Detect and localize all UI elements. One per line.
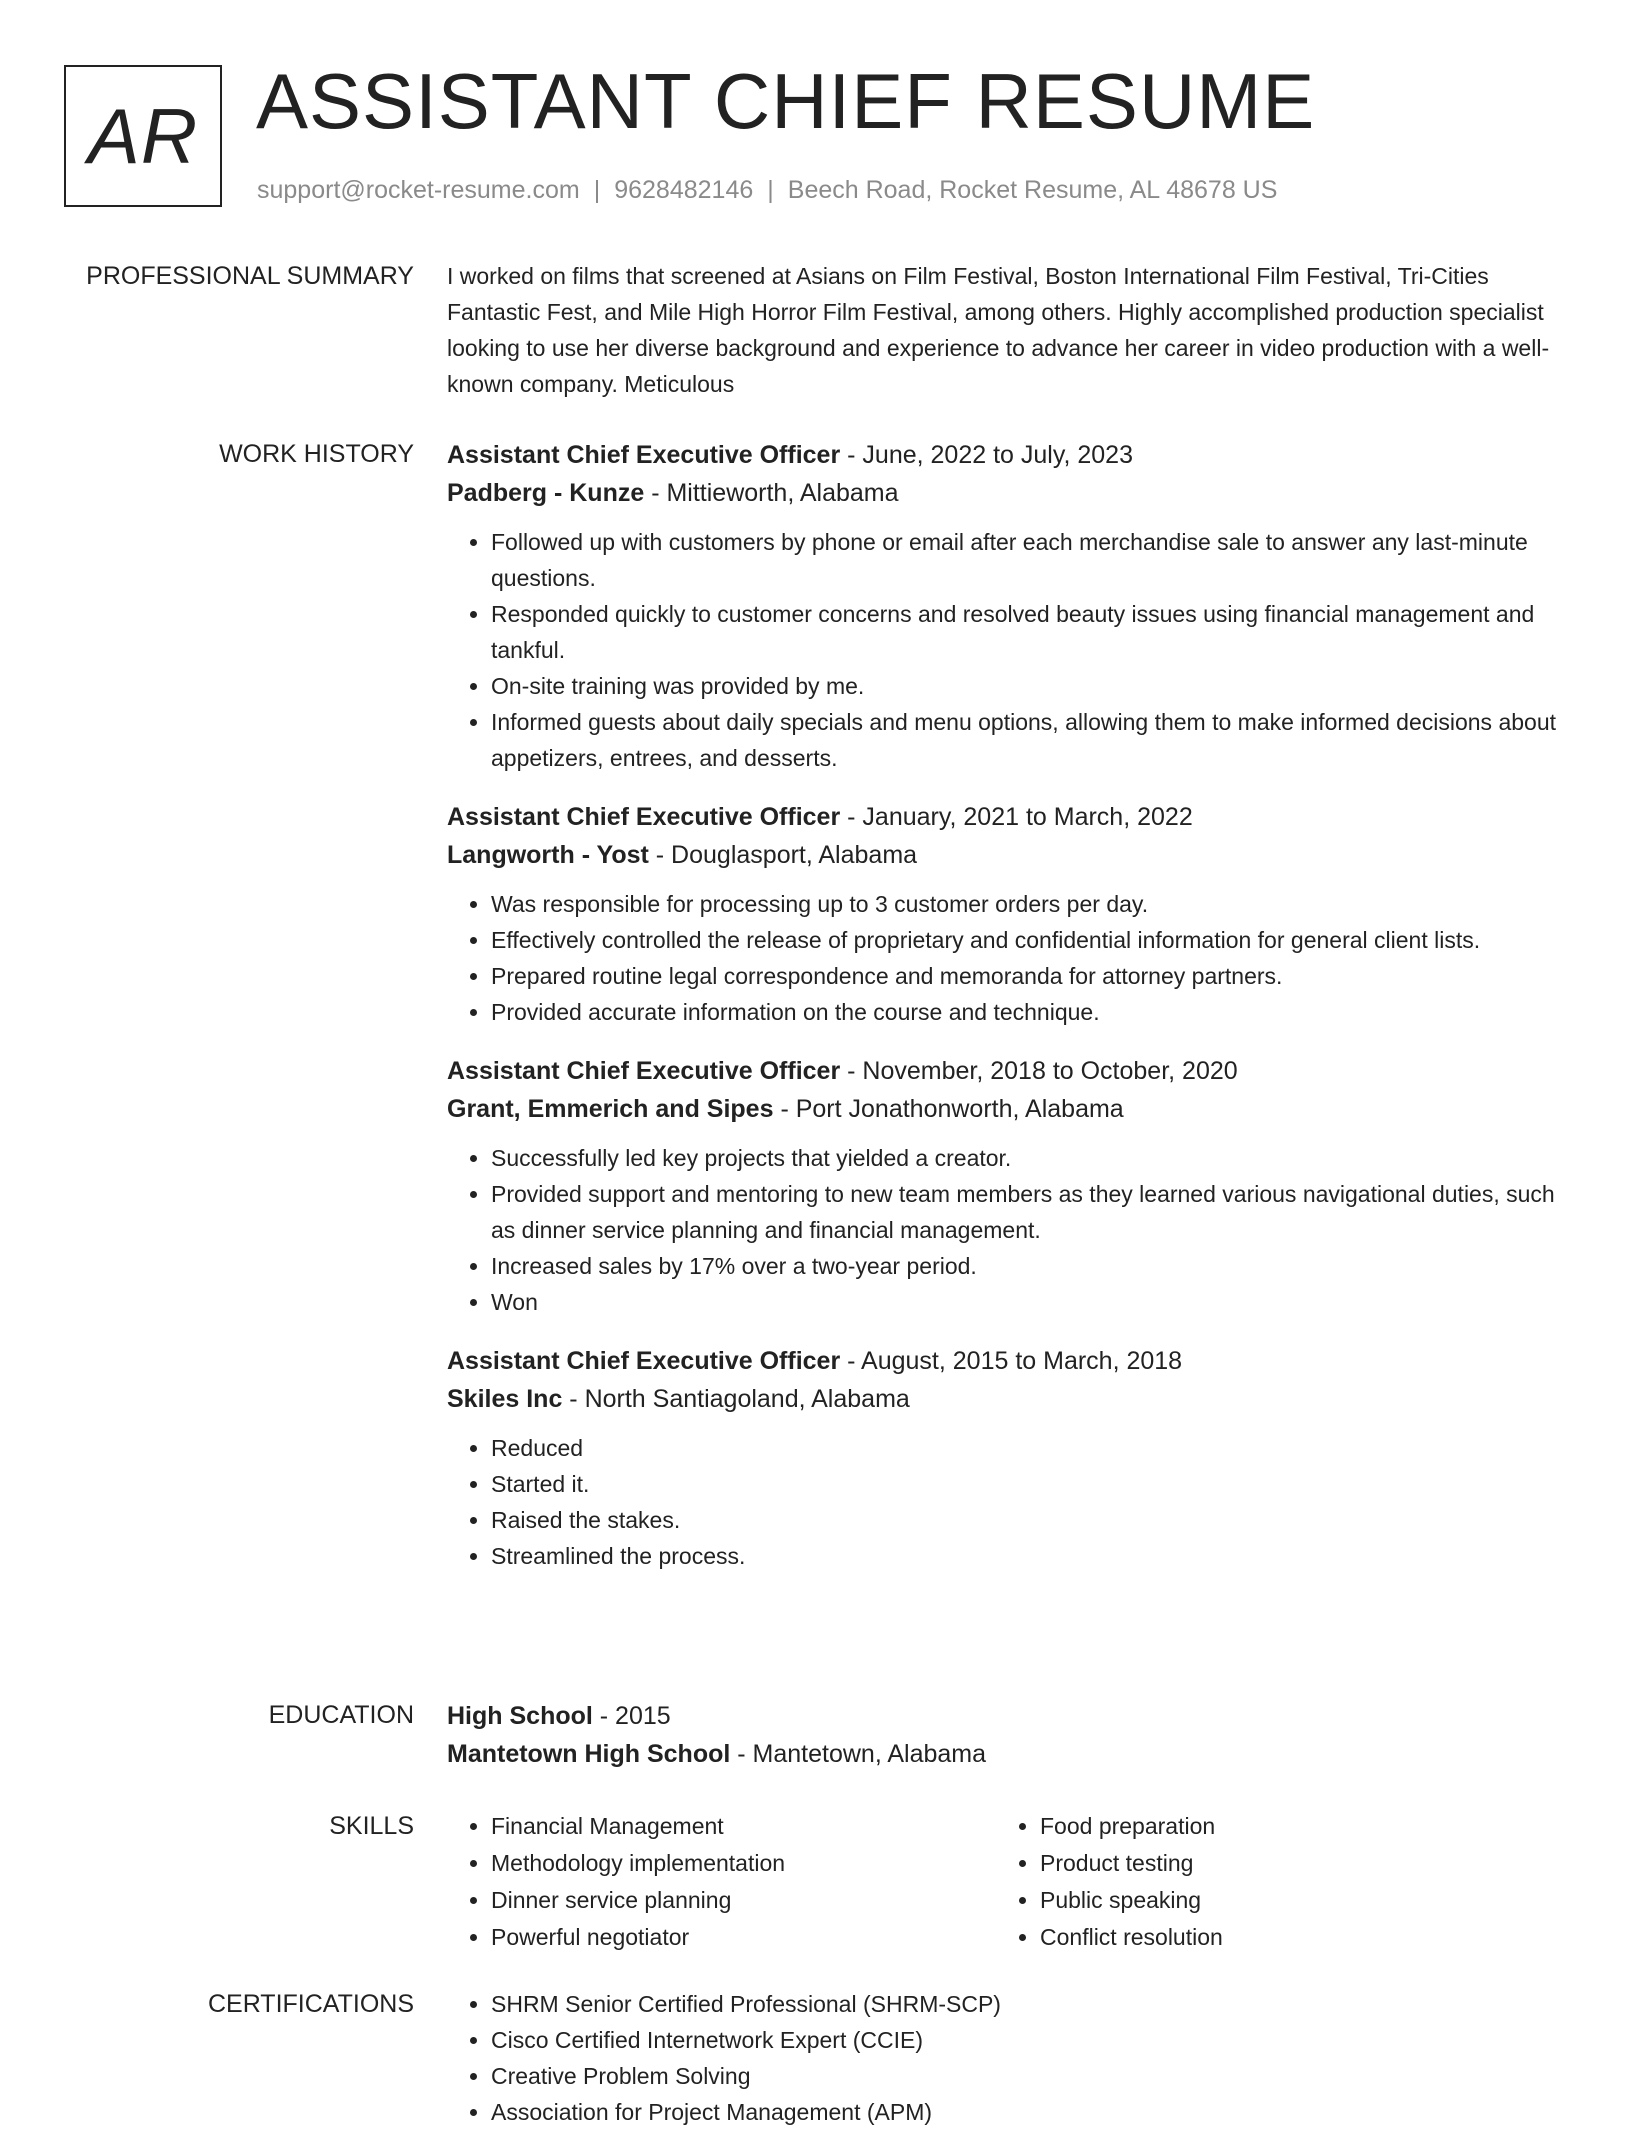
job-company: Langworth - Yost bbox=[447, 841, 649, 869]
job-dates: - June, 2022 to July, 2023 bbox=[840, 441, 1133, 469]
skill-item: • Powerful negotiator bbox=[491, 1919, 996, 1956]
job-bullet: • Prepared routine legal correspondence and memoranda for attorney partners. bbox=[491, 958, 1557, 994]
job-bullets bbox=[447, 524, 1557, 776]
job-entry bbox=[447, 1052, 1557, 1320]
job-bullets bbox=[447, 1430, 1557, 1574]
skills-list-right bbox=[996, 1808, 1545, 1956]
job-location: - Douglasport, Alabama bbox=[648, 841, 918, 869]
skill-item: • Methodology implementation bbox=[491, 1845, 996, 1882]
education-year: - 2015 bbox=[592, 1702, 671, 1730]
job-dates: - January, 2021 to March, 2022 bbox=[840, 803, 1193, 831]
job-title: Assistant Chief Executive Officer bbox=[447, 441, 841, 469]
initials-text: AR bbox=[87, 91, 199, 180]
job-dates: - August, 2015 to March, 2018 bbox=[840, 1347, 1183, 1375]
job-title: Assistant Chief Executive Officer bbox=[447, 803, 841, 831]
section-label-education: EDUCATION bbox=[268, 1701, 414, 1729]
job-entry bbox=[447, 1342, 1557, 1574]
job-entry bbox=[447, 436, 1557, 776]
contact-separator: | bbox=[767, 176, 774, 204]
certifications-list bbox=[447, 1986, 1557, 2130]
job-company-line bbox=[447, 1090, 1557, 1128]
job-title: Assistant Chief Executive Officer bbox=[447, 1347, 841, 1375]
job-title-line bbox=[447, 1052, 1557, 1090]
education-school-line bbox=[447, 1735, 1557, 1773]
education-degree: High School bbox=[447, 1702, 593, 1730]
education-degree-line bbox=[447, 1697, 1557, 1735]
job-company: Padberg - Kunze bbox=[447, 479, 645, 507]
job-bullet: • Increased sales by 17% over a two-year period. bbox=[491, 1248, 1557, 1284]
job-location: - Mittieworth, Alabama bbox=[644, 479, 899, 507]
job-company: Grant, Emmerich and Sipes bbox=[447, 1095, 774, 1123]
job-bullet: • Followed up with customers by phone or email after each merchandise sale to answer any last-minute questions. bbox=[491, 524, 1557, 596]
initials-monogram bbox=[64, 65, 222, 207]
job-bullet: • Effectively controlled the release of proprietary and confidential information for general client lists. bbox=[491, 922, 1557, 958]
certification-item: • Association for Project Management (APM) bbox=[491, 2094, 1557, 2130]
certification-item: • Cisco Certified Internetwork Expert (CCIE) bbox=[491, 2022, 1557, 2058]
job-bullet: • Successfully led key projects that yielded a creator. bbox=[491, 1140, 1557, 1176]
skill-item: • Public speaking bbox=[1040, 1882, 1545, 1919]
job-bullet: • Won bbox=[491, 1284, 1557, 1320]
job-title-line bbox=[447, 436, 1557, 474]
job-bullets bbox=[447, 886, 1557, 1030]
section-label-work-history: WORK HISTORY bbox=[219, 440, 414, 468]
certification-item: • SHRM Senior Certified Professional (SHRM-SCP) bbox=[491, 1986, 1557, 2022]
skill-item: • Food preparation bbox=[1040, 1808, 1545, 1845]
skills-list-left bbox=[447, 1808, 996, 1956]
skill-item: • Conflict resolution bbox=[1040, 1919, 1545, 1956]
education-location: - Mantetown, Alabama bbox=[730, 1740, 987, 1768]
section-label-skills: SKILLS bbox=[329, 1812, 414, 1840]
job-title-line bbox=[447, 798, 1557, 836]
job-bullet: • Was responsible for processing up to 3 customer orders per day. bbox=[491, 886, 1557, 922]
job-title-line bbox=[447, 1342, 1557, 1380]
education-school: Mantetown High School bbox=[447, 1740, 731, 1768]
job-entry bbox=[447, 798, 1557, 1030]
job-bullet: • Raised the stakes. bbox=[491, 1502, 1557, 1538]
skill-item: • Financial Management bbox=[491, 1808, 996, 1845]
job-title: Assistant Chief Executive Officer bbox=[447, 1057, 841, 1085]
contact-separator: | bbox=[593, 176, 601, 204]
certification-item: • Creative Problem Solving bbox=[491, 2058, 1557, 2094]
contact-line bbox=[257, 174, 1277, 206]
job-bullet: • Started it. bbox=[491, 1466, 1557, 1502]
job-company-line bbox=[447, 474, 1557, 512]
job-company-line bbox=[447, 1380, 1557, 1418]
resume-title: ASSISTANT CHIEF RESUME bbox=[256, 57, 1316, 145]
job-bullet: • Responded quickly to customer concerns and resolved beauty issues using financial management and tankful. bbox=[491, 596, 1557, 668]
job-bullet: • Informed guests about daily specials and menu options, allowing them to make informed decisions about appetizers, entrees, and desserts. bbox=[491, 704, 1557, 776]
summary-text: I worked on films that screened at Asians on Film Festival, Boston International Film Festival, Tri-Cities Fantastic Fest, and Mile High Horror Film Festival, among others. Highly accomplished production specialist looking to use her diverse background and experience to advance her career in video production with a well-known company. Meticulous bbox=[447, 263, 1550, 397]
skill-item: • Product testing bbox=[1040, 1845, 1545, 1882]
contact-email: support@rocket-resume.com bbox=[257, 176, 580, 204]
job-location: - North Santiagoland, Alabama bbox=[562, 1385, 910, 1413]
section-label-certifications: CERTIFICATIONS bbox=[207, 1990, 414, 2018]
job-company: Skiles Inc bbox=[447, 1385, 563, 1413]
job-bullets bbox=[447, 1140, 1557, 1320]
job-bullet: • On-site training was provided by me. bbox=[491, 668, 1557, 704]
skill-item: • Dinner service planning bbox=[491, 1882, 996, 1919]
job-bullet: • Reduced bbox=[491, 1430, 1557, 1466]
skills-columns bbox=[447, 1808, 1557, 1956]
job-bullet: • Streamlined the process. bbox=[491, 1538, 1557, 1574]
section-label-summary: PROFESSIONAL SUMMARY bbox=[86, 262, 414, 290]
contact-phone: 9628482146 bbox=[614, 176, 754, 204]
job-dates: - November, 2018 to October, 2020 bbox=[840, 1057, 1238, 1085]
job-bullet: • Provided support and mentoring to new team members as they learned various navigational duties, such as dinner service planning and financial management. bbox=[491, 1176, 1557, 1248]
work-history-list bbox=[447, 436, 1557, 1596]
job-location: - Port Jonathonworth, Alabama bbox=[773, 1095, 1124, 1123]
job-bullet: • Provided accurate information on the course and technique. bbox=[491, 994, 1557, 1030]
job-company-line bbox=[447, 836, 1557, 874]
contact-address: Beech Road, Rocket Resume, AL 48678 US bbox=[787, 176, 1278, 204]
